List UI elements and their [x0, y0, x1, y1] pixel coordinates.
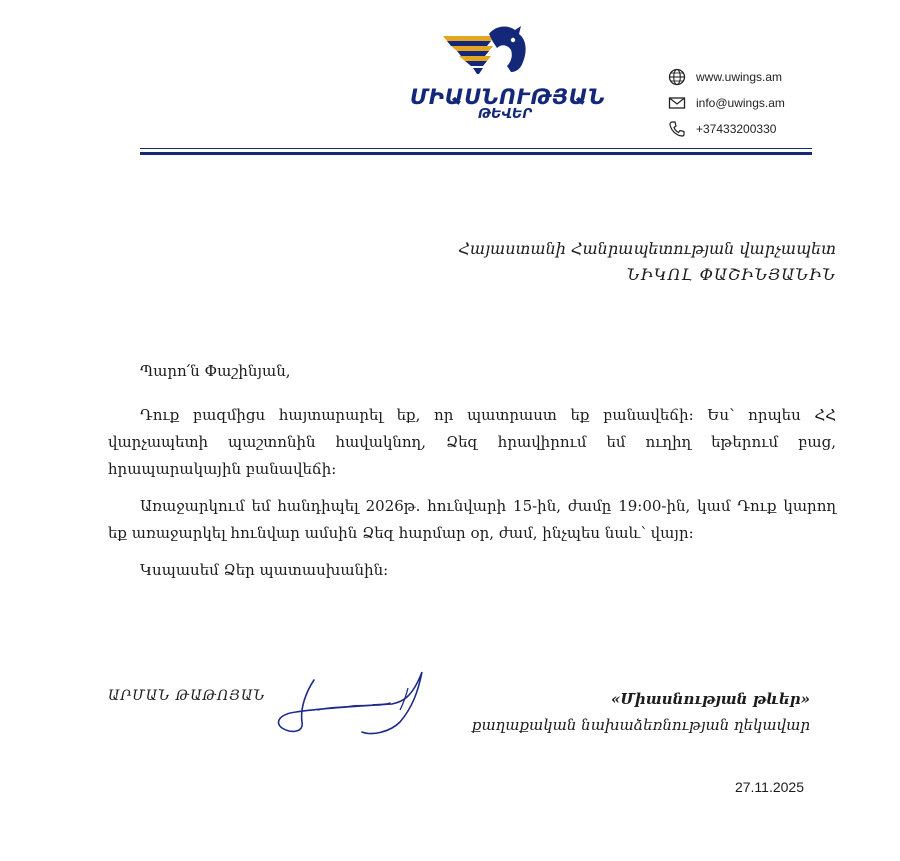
logo-title: ՄԻԱՍՆՈՒԹՅԱՆ	[410, 85, 606, 109]
signer-role: քաղաքական նախաձեռնության ղեկավար	[471, 716, 810, 734]
website-text: www.uwings.am	[696, 70, 783, 84]
contact-phone[interactable]	[668, 116, 868, 142]
addressee-block	[458, 236, 836, 288]
greeting: Պարո՛ն Փաշինյան,	[140, 362, 291, 380]
organization-logo	[410, 22, 606, 140]
handwritten-signature	[272, 662, 432, 742]
addressee-name: ՆԻԿՈԼ ՓԱՇԻՆՅԱՆԻՆ	[626, 265, 836, 284]
letter-body	[108, 402, 836, 594]
signer-title-block	[472, 686, 810, 738]
phone-icon	[668, 120, 686, 138]
phone-text: +37433200330	[696, 122, 777, 136]
organization-name: «Միասնության թևեր»	[611, 690, 810, 708]
body-paragraph: Առաջարկում եմ հանդիպել 2026թ. հունվարի 15-ին, ժամը 19:00-ին, կամ Դուք կարող եք առաջարկել հունվար ամսին Ձեզ հարմար օր, ժամ, ինչպես նաև՝ վայր:	[108, 497, 836, 542]
contact-email[interactable]	[668, 90, 868, 116]
signer-name: ԱՐՄԱՆ ԹԱԹՈՅԱՆ	[108, 688, 266, 704]
body-paragraph: Դուք բազմիցս հայտարարել եք, որ պատրաստ եք բանավեճի: Ես՝ որպես ՀՀ վարչապետի պաշտոնին հավակնող, Ձեզ հրավիրում եմ ուղիղ եթերում բաց, հրապարակային բանավեճի:	[108, 406, 836, 478]
mail-icon	[668, 94, 686, 112]
email-text: info@uwings.am	[696, 96, 785, 110]
addressee-position: Հայաստանի Հանրապետության վարչապետ	[458, 239, 836, 258]
globe-icon	[668, 68, 686, 86]
header-divider-thin	[140, 148, 812, 149]
header-divider-thick	[140, 152, 812, 155]
logo-subtitle: ԹԵՎԵՐ	[477, 107, 532, 122]
letter-date: 27.11.2025	[734, 779, 804, 795]
contact-website[interactable]	[668, 64, 868, 90]
body-paragraph: Կսպասեմ Ձեր պատասխանին:	[140, 561, 389, 579]
contact-block	[668, 64, 868, 142]
winged-horse-logo-icon	[437, 22, 533, 84]
